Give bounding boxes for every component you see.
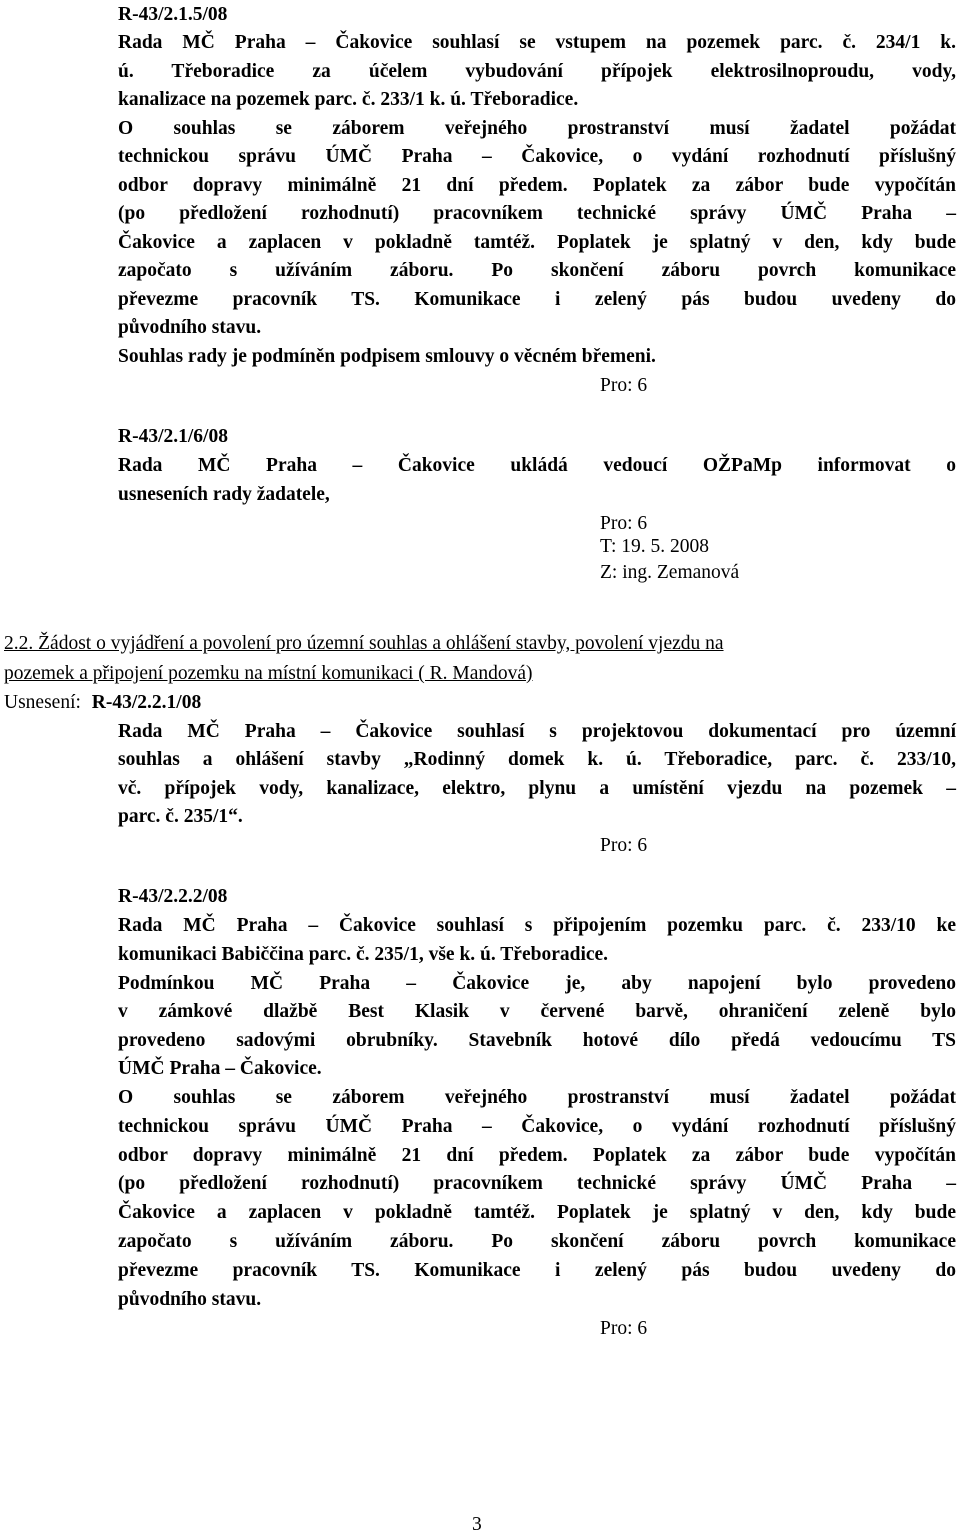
resolution-text-line: Rada MČ Praha – Čakovice souhlasí s projektovou dokumentací pro územní xyxy=(118,721,956,742)
resolution-text-line: Souhlas rady je podmíněn podpisem smlouvy o věcném břemeni. xyxy=(118,346,656,367)
resolution-text-line: Rada MČ Praha – Čakovice souhlasí se vstupem na pozemek parc. č. 234/1 k. xyxy=(118,32,956,53)
resolution-text-line: ÚMČ Praha – Čakovice. xyxy=(118,1058,322,1079)
vote-result: Pro: 6 xyxy=(600,835,648,856)
resolution-text-line: komunikaci Babiččina parc. č. 235/1, vše k. ú. Třeboradice. xyxy=(118,944,609,965)
resolution-label xyxy=(4,688,201,717)
resolution-text-line: souhlas a ohlášení stavby „Rodinný domek k. ú. Třeboradice, parc. č. 233/10, xyxy=(118,749,956,770)
vote-result: Pro: 6 xyxy=(600,513,648,534)
resolution-text-line: vč. přípojek vody, kanalizace, elektro, plynu a umístění vjezdu na pozemek – xyxy=(118,778,956,799)
resolution-text-line: ú. Třeboradice za účelem vybudování přípojek elektrosilnoproudu, vody, xyxy=(118,61,956,82)
resolution-text-line: započato s užíváním záboru. Po skončení záboru povrch komunikace xyxy=(118,1231,956,1252)
deadline: T: 19. 5. 2008 xyxy=(600,536,709,557)
resolution-text-line: Rada MČ Praha – Čakovice ukládá vedoucí OŽPaMp informovat o xyxy=(118,455,956,476)
resolution-text-line: převezme pracovník TS. Komunikace i zelený pás budou uvedeny do xyxy=(118,1260,956,1281)
resolution-text-line: Podmínkou MČ Praha – Čakovice je, aby napojení bylo provedeno xyxy=(118,973,956,994)
resolution-text-line: započato s užíváním záboru. Po skončení záboru povrch komunikace xyxy=(118,260,956,281)
resolution-text-line: usneseních rady žadatele, xyxy=(118,484,330,505)
responsible-person: Z: ing. Zemanová xyxy=(600,562,740,583)
resolution-text-line: technickou správu ÚMČ Praha – Čakovice, o vydání rozhodnutí příslušný xyxy=(118,1116,956,1137)
resolution-id: R-43/2.2.2/08 xyxy=(118,886,228,907)
resolution-text-line: Čakovice a zaplacen v pokladně tamtéž. Poplatek je splatný v den, kdy bude xyxy=(118,1202,956,1223)
resolution-text-line: v zámkové dlažbě Best Klasik v červené barvě, ohraničení zeleně bylo xyxy=(118,1001,956,1022)
resolution-text-line: (po předložení rozhodnutí) pracovníkem technické správy ÚMČ Praha – xyxy=(118,1173,956,1194)
resolution-id: R-43/2.1/6/08 xyxy=(118,426,228,447)
resolution-text-line: Čakovice a zaplacen v pokladně tamtéž. Poplatek je splatný v den, kdy bude xyxy=(118,232,956,253)
resolution-text-line: převezme pracovník TS. Komunikace i zelený pás budou uvedeny do xyxy=(118,289,956,310)
resolution-text-line: parc. č. 235/1“. xyxy=(118,806,243,827)
resolution-label-text: Usnesení: xyxy=(4,692,81,713)
resolution-text-line: původního stavu. xyxy=(118,1289,262,1310)
resolution-id: R-43/2.2.1/08 xyxy=(91,692,202,713)
resolution-id: R-43/2.1.5/08 xyxy=(118,4,228,25)
resolution-text-line: (po předložení rozhodnutí) pracovníkem technické správy ÚMČ Praha – xyxy=(118,203,956,224)
vote-result: Pro: 6 xyxy=(600,375,648,396)
vote-result: Pro: 6 xyxy=(600,1318,648,1339)
agenda-item-heading-line: pozemek a připojení pozemku na místní komunikaci ( R. Mandová) xyxy=(4,663,533,684)
resolution-text-line: kanalizace na pozemek parc. č. 233/1 k. ú. Třeboradice. xyxy=(118,89,579,110)
resolution-text-line: O souhlas se záborem veřejného prostranství musí žadatel požádat xyxy=(118,118,956,139)
page-number: 3 xyxy=(472,1514,482,1535)
resolution-text-line: O souhlas se záborem veřejného prostranství musí žadatel požádat xyxy=(118,1087,956,1108)
resolution-text-line: Rada MČ Praha – Čakovice souhlasí s připojením pozemku parc. č. 233/10 ke xyxy=(118,915,956,936)
resolution-text-line: provedeno sadovými obrubníky. Stavebník hotové dílo předá vedoucímu TS xyxy=(118,1030,956,1051)
resolution-text-line: odbor dopravy minimálně 21 dní předem. Poplatek za zábor bude vypočítán xyxy=(118,175,956,196)
resolution-text-line: technickou správu ÚMČ Praha – Čakovice, o vydání rozhodnutí příslušný xyxy=(118,146,956,167)
resolution-text-line: odbor dopravy minimálně 21 dní předem. Poplatek za zábor bude vypočítán xyxy=(118,1145,956,1166)
resolution-text-line: původního stavu. xyxy=(118,317,262,338)
agenda-item-heading-line: 2.2. Žádost o vyjádření a povolení pro územní souhlas a ohlášení stavby, povolení vjezdu na xyxy=(4,633,724,654)
